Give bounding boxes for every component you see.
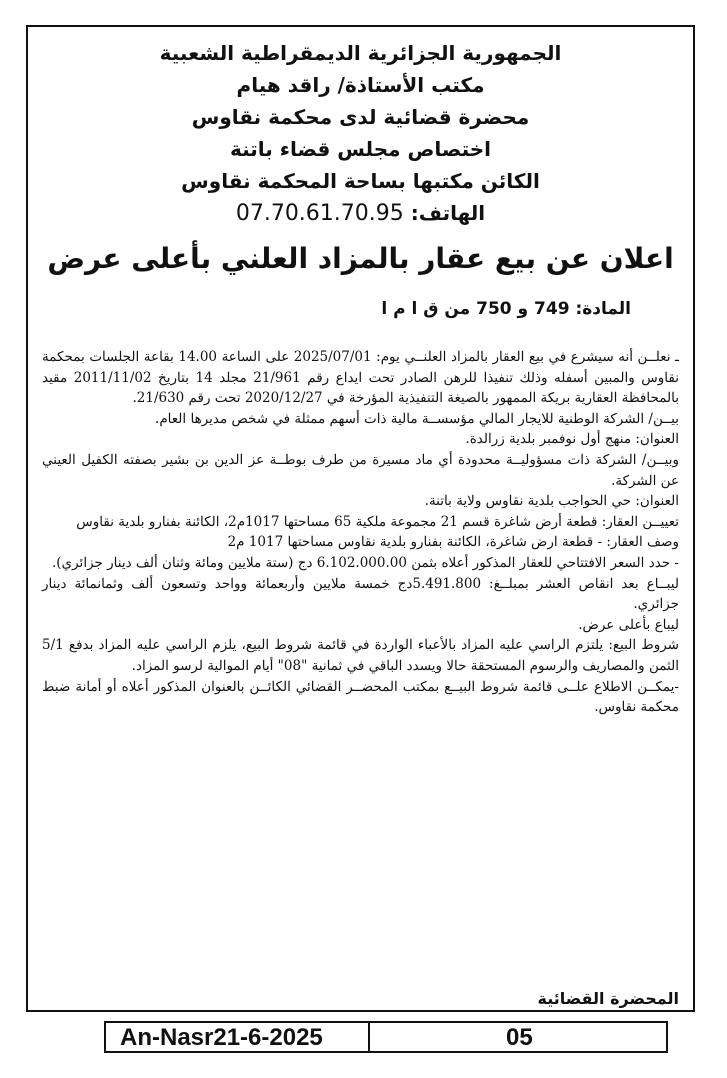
body-paragraph: ليبــاع بعد انقاص العشر بمبلــغ: 5.491.800دج خمسة ملايين وأربعمائة وواحد وتسعون ألف وثمانمائة دينار جزائري. <box>42 575 679 613</box>
body-paragraph: - حدد السعر الافتتاحي للعقار المذكور أعلاه بثمن 6.102.000.00 دج (ستة ملايين ومائة وثنان ألف دينار جزائري). <box>51 554 679 571</box>
bailiff-title: محضرة قضائية لدى محكمة نقاوس <box>191 105 530 129</box>
body-paragraph: تعييــن العقار: قطعة أرض شاغرة قسم 21 مجموعة ملكية 65 مساحتها 1017م2، الكائنة بفنارو بلدية نقاوس <box>76 513 679 530</box>
notice-body <box>42 347 679 718</box>
body-paragraph: العنوان: حي الحواجب بلدية نقاوس ولاية باتنة. <box>424 493 679 510</box>
body-paragraph: العنوان: منهج أول نوفمبر بلدية زرالدة. <box>465 431 679 448</box>
country-name: الجمهورية الجزائرية الديمقراطية الشعبية <box>159 41 562 65</box>
body-paragraph: وصف العقار: - قطعة ارض شاغرة، الكائنة بفنارو بلدية نقاوس مساحتها 1017 م2 <box>227 534 679 551</box>
publication-footer <box>104 1021 668 1053</box>
phone-line <box>28 197 693 230</box>
body-paragraph: -يمكــن الاطلاع علــى قائمة شروط البيــع بمكتب المحضــر القضائي الكائــن بالعنوان المذكور أعلاه أو أمانة ضبط محكمة نقاوس. <box>42 678 679 716</box>
signature: المحضرة القضائية <box>537 989 679 1008</box>
body-paragraph: وبيــن/ الشركة ذات مسؤوليــة محدودة أي ماد مسيرة من طرف بوطــة عز الدين بن بشير بصفته الكفيل العيني عن الشركة. <box>42 451 679 489</box>
body-paragraph: ـ نعلــن أنه سيشرع في بيع العقار بالمزاد العلنــي يوم: 2025/07/01 على الساعة 14.00 بقاعة الجلسات بمحكمة نقاوس والمبين أسفله وذلك تنفيذا للرهن الصادر تحت ايداع رقم 21/961 مجلد 14 بتاريخ 2011/11/02 مقيد بالمحافظة العقارية بريكة الممهور بالصيغة التنفيذية المؤرخة في 2020/12/27 تحت رقم 21/630. <box>42 349 679 407</box>
body-paragraph: شروط البيع: يلتزم الراسي عليه المزاد بالأعباء الواردة في قائمة شروط البيع، يلزم الراسي عليه المزاد بدفع 5/1 الثمن والمصاريف والرسوم المستحقة حالا ويسدد الباقي في ثمانية "08" أيام الموالية لرسو المزاد. <box>42 637 679 674</box>
notice-header <box>28 37 693 230</box>
legal-notice <box>26 25 695 1012</box>
article-reference: المادة: 749 و 750 من ق ا م ا <box>381 299 631 319</box>
body-paragraph: بيــن/ الشركة الوطنية للايجار المالي مؤسســة مالية ذات أسهم ممثلة في شخص مديرها العام. <box>155 410 679 427</box>
office-address: الكائن مكتبها بساحة المحكمة نقاوس <box>181 169 540 193</box>
publication-source: An-Nasr21-6-2025 <box>120 1024 323 1051</box>
body-paragraph: ليباع بأعلى عرض. <box>578 616 679 633</box>
office-name: مكتب الأستاذة/ راقد هيام <box>236 73 485 97</box>
phone-number: 07.70.61.70.95 <box>235 201 404 226</box>
page-number: 05 <box>506 1024 533 1051</box>
footer-divider <box>368 1023 370 1051</box>
jurisdiction: اختصاص مجلس قضاء باتنة <box>229 137 492 161</box>
phone-label: الهاتف: <box>410 201 486 225</box>
announcement-title: اعلان عن بيع عقار بالمزاد العلني بأعلى عرض <box>47 242 674 275</box>
